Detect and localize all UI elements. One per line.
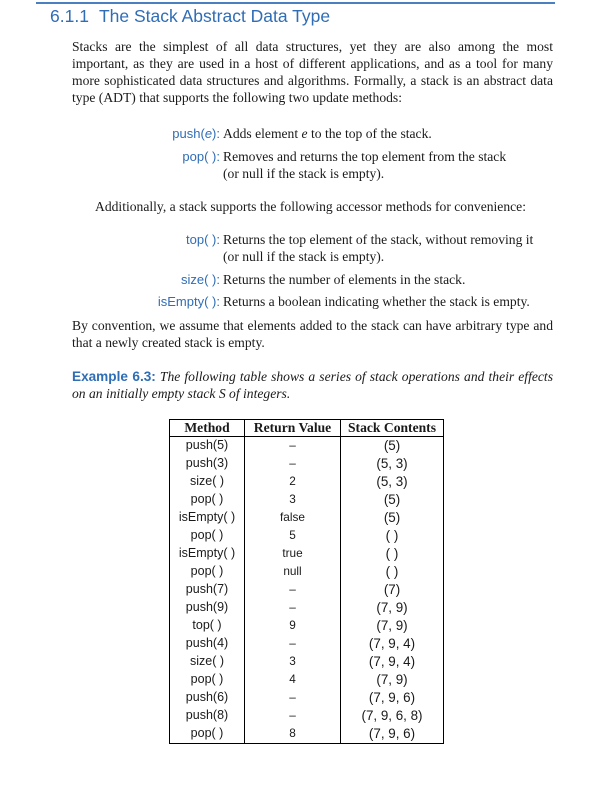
cell-method: push(8)	[170, 707, 245, 725]
table-row	[170, 455, 444, 473]
cell-return-value: false	[245, 509, 341, 527]
cell-return-value: 4	[245, 671, 341, 689]
cell-method: push(9)	[170, 599, 245, 617]
cell-method: top( )	[170, 617, 245, 635]
cell-return-value: –	[245, 581, 341, 599]
method-desc-isempty: Returns a boolean indicating whether the stack is empty.	[223, 294, 530, 309]
cell-return-value: 3	[245, 491, 341, 509]
section-title: The Stack Abstract Data Type	[98, 6, 331, 26]
table-row	[170, 581, 444, 599]
cell-method: pop( )	[170, 725, 245, 744]
cell-return-value: 3	[245, 653, 341, 671]
method-name-top: top( ):	[186, 232, 220, 247]
table-row	[170, 509, 444, 527]
cell-stack-contents: (5, 3)	[341, 455, 444, 473]
table-header-row	[170, 420, 444, 437]
example-label: Example 6.3:	[72, 369, 156, 384]
cell-return-value: –	[245, 455, 341, 473]
cell-stack-contents: (5)	[341, 509, 444, 527]
table-row	[170, 527, 444, 545]
cell-method: push(4)	[170, 635, 245, 653]
cell-return-value: null	[245, 563, 341, 581]
cell-method: push(5)	[170, 437, 245, 456]
cell-stack-contents: (5)	[341, 491, 444, 509]
cell-return-value: 5	[245, 527, 341, 545]
cell-method: size( )	[170, 653, 245, 671]
table-row	[170, 563, 444, 581]
section-heading	[50, 6, 330, 27]
section-number: 6.1.1	[50, 6, 89, 26]
accessor-intro: Additionally, a stack supports the following accessor methods for convenience:	[95, 199, 526, 214]
table-row	[170, 653, 444, 671]
cell-method: pop( )	[170, 563, 245, 581]
table-row	[170, 545, 444, 563]
cell-stack-contents: (7, 9, 6)	[341, 725, 444, 744]
method-name-size: size( ):	[181, 272, 220, 287]
cell-method: isEmpty( )	[170, 509, 245, 527]
header-return-value: Return Value	[245, 420, 341, 437]
cell-return-value: –	[245, 599, 341, 617]
cell-return-value: 9	[245, 617, 341, 635]
convention-paragraph: By convention, we assume that elements added to the stack can have arbitrary type and that a newly created stack is empty.	[72, 318, 553, 350]
cell-stack-contents: ( )	[341, 563, 444, 581]
method-desc-pop: Removes and returns the top element from the stack (or null if the stack is empty).	[223, 149, 507, 181]
cell-return-value: –	[245, 635, 341, 653]
intro-paragraph: Stacks are the simplest of all data structures, yet they are also among the most important, as they are used in a host of different applications, and as a tool for many more sophisticated data structures and algorithms. Formally, a stack is an abstract data type (ADT) that supports the following two update methods:	[72, 39, 553, 105]
header-stack-contents: Stack Contents	[341, 420, 444, 437]
stack-operations-table	[169, 419, 444, 744]
header-method: Method	[170, 420, 245, 437]
table-row	[170, 617, 444, 635]
cell-return-value: –	[245, 689, 341, 707]
cell-stack-contents: (7, 9)	[341, 599, 444, 617]
cell-method: pop( )	[170, 491, 245, 509]
cell-stack-contents: (7)	[341, 581, 444, 599]
table-row	[170, 599, 444, 617]
table-row	[170, 437, 444, 456]
cell-return-value: true	[245, 545, 341, 563]
method-desc-size: Returns the number of elements in the stack.	[223, 272, 466, 287]
method-name-isempty: isEmpty( ):	[157, 294, 220, 309]
cell-method: pop( )	[170, 671, 245, 689]
cell-return-value: 2	[245, 473, 341, 491]
cell-return-value: 8	[245, 725, 341, 744]
section-top-rule	[36, 2, 555, 4]
cell-stack-contents: (7, 9, 6)	[341, 689, 444, 707]
cell-stack-contents: ( )	[341, 545, 444, 563]
method-name-pop: pop( ):	[182, 149, 220, 164]
table-row	[170, 725, 444, 744]
table-row	[170, 671, 444, 689]
cell-stack-contents: (7, 9)	[341, 671, 444, 689]
cell-method: push(7)	[170, 581, 245, 599]
cell-stack-contents: (7, 9, 6, 8)	[341, 707, 444, 725]
example-paragraph	[72, 368, 553, 402]
cell-method: size( )	[170, 473, 245, 491]
cell-return-value: –	[245, 437, 341, 456]
cell-stack-contents: (7, 9, 4)	[341, 635, 444, 653]
example-text: The following table shows a series of stack operations and their effects on an initially empty stack S of integers.	[72, 369, 553, 401]
table-row	[170, 635, 444, 653]
cell-stack-contents: (7, 9)	[341, 617, 444, 635]
method-desc-push: Adds element e to the top of the stack.	[223, 126, 432, 141]
cell-stack-contents: (5, 3)	[341, 473, 444, 491]
cell-method: pop( )	[170, 527, 245, 545]
cell-stack-contents: ( )	[341, 527, 444, 545]
table-row	[170, 689, 444, 707]
cell-return-value: –	[245, 707, 341, 725]
cell-stack-contents: (7, 9, 4)	[341, 653, 444, 671]
table-row	[170, 473, 444, 491]
method-desc-top: Returns the top element of the stack, without removing it (or null if the stack is empty).	[223, 232, 534, 264]
table-row	[170, 491, 444, 509]
cell-method: push(3)	[170, 455, 245, 473]
table-body	[170, 437, 444, 744]
cell-method: isEmpty( )	[170, 545, 245, 563]
table-row	[170, 707, 444, 725]
method-name-push: push(e):	[172, 126, 220, 141]
cell-method: push(6)	[170, 689, 245, 707]
cell-stack-contents: (5)	[341, 437, 444, 456]
